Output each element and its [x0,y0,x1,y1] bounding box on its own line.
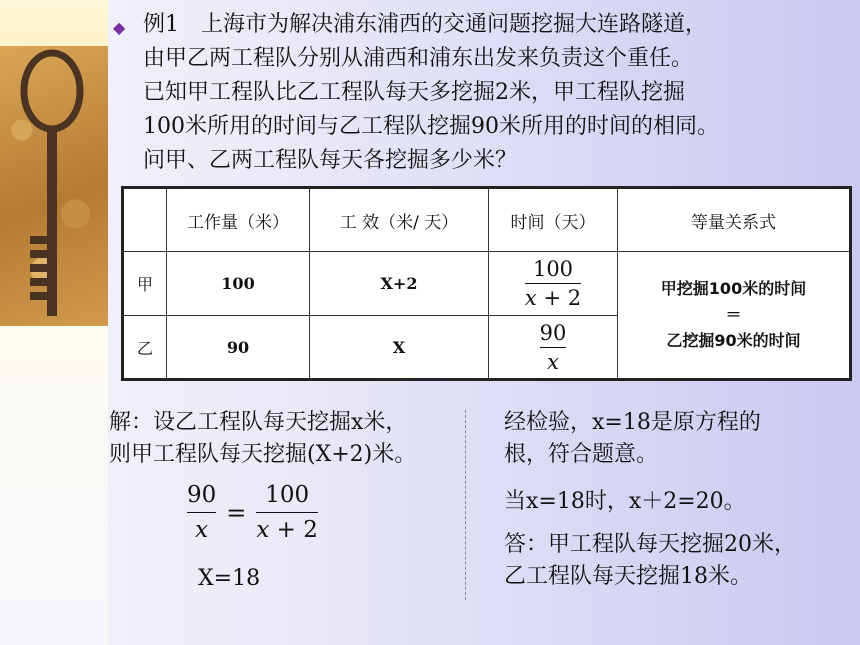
answer-x: X=18 [198,566,261,591]
analysis-table [121,186,852,381]
work-cell: 100 [167,252,310,316]
equation [187,478,318,547]
column-divider [465,410,466,600]
relation-line: 乙挖掘90米的时间 [666,331,801,350]
problem-line: 问甲、乙两工程队每天各挖掘多少米？ [143,148,518,173]
fraction-denominator [525,284,581,312]
fraction-denominator: x [195,517,209,543]
check-line: 经检验，x=18是原方程的 [504,410,761,435]
problem-line: 由甲乙两工程队分别从浦西和浦东出发来负责这个重任。 [143,46,694,71]
relation-line: 甲挖掘100米的时间 [660,279,807,298]
final-answer [504,529,796,593]
fraction-variable: x [547,349,559,374]
equation-right-fraction [256,478,318,547]
fraction-variable: x [524,286,537,310]
bullet-icon: ◆ [113,18,126,37]
problem-line: 例1 上海市为解决浦东浦西的交通问题挖掘大连路隧道， [143,12,707,37]
fraction-denominator [547,348,559,376]
substitution-text: 当x=18时，x＋2=20。 [504,489,746,514]
row-label: 甲 [123,252,167,316]
time-fraction [540,319,567,376]
answer-line: 答：甲工程队每天挖掘20米， [504,532,796,557]
header-cell: 工 效（米/ 天） [310,188,489,252]
solution-line: 解：设乙工程队每天挖掘x米， [109,410,408,435]
relation-line: ＝ [725,305,742,324]
fraction-numerator: 100 [532,257,574,281]
problem-text [143,8,843,178]
key-photo [0,46,108,326]
check-line: 根，符合题意。 [504,442,659,467]
check-text [504,407,761,471]
fraction-numerator: 90 [187,482,217,508]
table-header-row [123,188,851,252]
fraction-numerator: 90 [539,320,567,345]
solution-line: 则甲工程队每天挖掘(X+2)米。 [109,442,417,467]
row-label: 乙 [123,316,167,380]
fraction-numerator: 100 [265,482,310,508]
fraction-denominator-rest: + 2 [536,286,582,310]
relation-cell [618,252,851,380]
problem-line: 100米所用的时间与乙工程队挖掘90米所用的时间的相同。 [143,114,719,139]
header-cell: 等量关系式 [618,188,851,252]
header-cell: 工作量（米） [167,188,310,252]
fraction-denominator [256,513,318,547]
equals-sign: = [226,498,247,527]
solution-setup [109,407,416,471]
key-icon [0,46,108,326]
rate-cell: X [310,316,489,380]
fraction-variable: x [256,517,270,543]
time-cell [489,252,618,316]
time-fraction [525,255,581,312]
table-row [123,252,851,316]
equation-left-fraction [187,478,216,547]
rate-cell: X+2 [310,252,489,316]
work-cell: 90 [167,316,310,380]
answer-line: 乙工程队每天挖掘18米。 [504,564,752,589]
header-cell: 时间（天） [489,188,618,252]
header-cell [123,188,167,252]
time-cell [489,316,618,380]
fraction-denominator-rest: + 2 [269,517,318,543]
problem-line: 已知甲工程队比乙工程队每天多挖掘2米，甲工程队挖掘 [143,80,685,105]
